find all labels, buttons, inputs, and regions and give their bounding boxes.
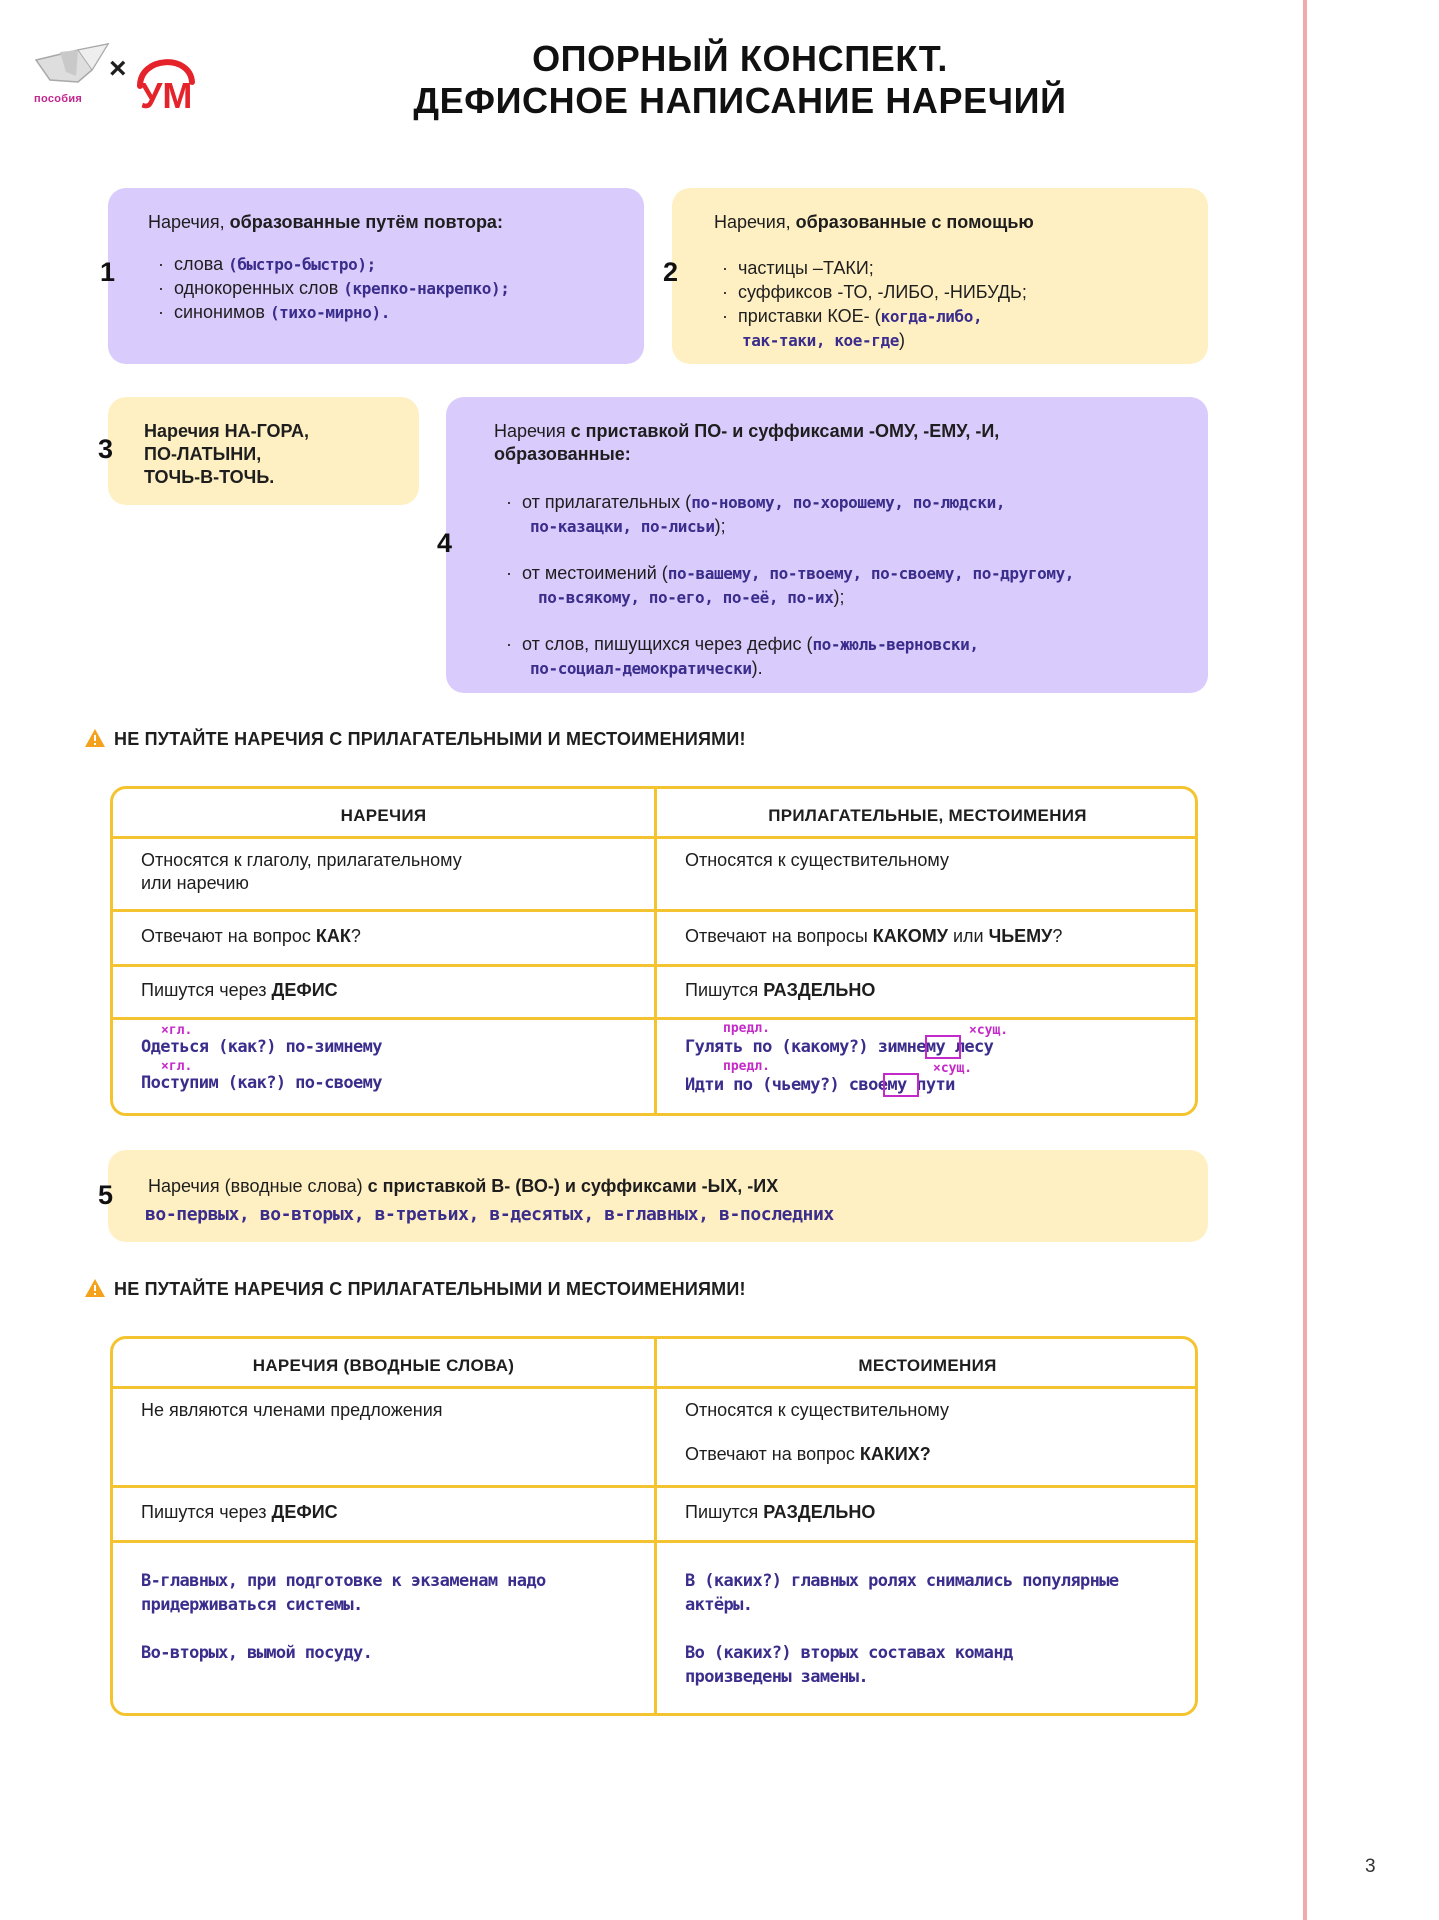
rule2-item-3-cont: так-таки, кое-где) [742, 330, 905, 350]
rule1-item-1: · слова (быстро-быстро); [158, 254, 376, 274]
rule1-item-2: · однокоренных слов (крепко-накрепко); [158, 278, 510, 298]
table2-r1-left: Не являются членами предложения [141, 1400, 443, 1420]
comparison-table-1 [110, 786, 1198, 1116]
warning-icon [84, 728, 106, 748]
table2-r2-right: Пишутся РАЗДЕЛЬНО [685, 1502, 876, 1522]
rule3-line-1: Наречия НА-ГОРА, [144, 421, 309, 441]
rule-number-1: 1 [100, 257, 116, 287]
rule-card-4 [446, 397, 1208, 693]
rule3-line-3: ТОЧЬ-В-ТОЧЬ. [144, 467, 275, 487]
rule4-group-1: · от прилагательных (по-новому, по-хорошему, по-людски, [506, 492, 1006, 512]
rule2-item-2: · суффиксов -ТО, -ЛИБО, -НИБУДЬ; [722, 282, 1027, 302]
table1-r3-right: Пишутся РАЗДЕЛЬНО [685, 980, 876, 1000]
table1-r1-left-2: или наречию [141, 873, 249, 893]
table1-example-right-1: Гулять по (какому?) зимнему лесу [685, 1037, 994, 1057]
table1-example-left-2: Поступим (как?) по-своему [141, 1073, 382, 1093]
table2-example-right-4: произведены замены. [685, 1667, 869, 1687]
table2-example-right-3: Во (каких?) вторых составах команд [685, 1643, 1013, 1663]
mark-verb-1: ×гл. [161, 1023, 193, 1038]
table1-example-left-1: Одеться (как?) по-зимнему [141, 1037, 382, 1057]
rule-card-5 [108, 1150, 1208, 1242]
warning-1: НЕ ПУТАЙТЕ НАРЕЧИЯ С ПРИЛАГАТЕЛЬНЫМИ И МЕСТОИМЕНИЯМИ! [84, 728, 746, 750]
page-title [330, 38, 1150, 122]
title-line-2: ДЕФИСНОЕ НАПИСАНИЕ НАРЕЧИЙ [413, 80, 1067, 121]
rule-number-3: 3 [98, 434, 114, 464]
table1-r1-left-1: Относятся к глаголу, прилагательному [141, 850, 462, 870]
rule2-item-1: · частицы –ТАКИ; [722, 258, 874, 278]
table2-example-left-2: придерживаться системы. [141, 1595, 363, 1615]
mark-prep-2: предл. [723, 1059, 770, 1074]
rule4-group-1-cont: по-казацки, по-лисьи); [530, 516, 726, 536]
rule-number-5: 5 [98, 1180, 114, 1210]
mark-noun-2: ×сущ. [933, 1061, 973, 1076]
rule2-lead: Наречия, образованные с помощью [714, 212, 1034, 232]
svg-text:УМ: УМ [140, 75, 193, 116]
mark-noun-1: ×сущ. [969, 1023, 1009, 1038]
warning-icon [84, 1278, 106, 1298]
table1-example-right-2: Идти по (чьему?) своему пути [685, 1075, 955, 1095]
rule-card-2 [672, 188, 1208, 364]
table1-r2-right: Отвечают на вопросы КАКОМУ или ЧЬЕМУ? [685, 926, 1063, 946]
table1-header-adjectives: ПРИЛАГАТЕЛЬНЫЕ, МЕСТОИМЕНИЯ [768, 806, 1087, 825]
table2-example-right-1: В (каких?) главных ролях снимались популярные [685, 1571, 1119, 1591]
logo-caption: пособия [34, 93, 83, 105]
rule4-group-3: · от слов, пишущихся через дефис (по-жюль-верновски, [506, 634, 979, 654]
rule3-line-2: ПО-ЛАТЫНИ, [144, 444, 262, 464]
rule4-lead: Наречия с приставкой ПО- и суффиксами -ОМУ, -ЕМУ, -И, [494, 421, 1000, 441]
table1-header-adverbs: НАРЕЧИЯ [340, 806, 427, 825]
title-line-1: ОПОРНЫЙ КОНСПЕКТ. [532, 38, 948, 79]
table1-r3-left: Пишутся через ДЕФИС [141, 980, 338, 1000]
ending-highlight-1 [925, 1035, 961, 1059]
rule5-examples: во-первых, во-вторых, в-третьих, в-десятых, в-главных, в-последних [145, 1204, 834, 1225]
table2-r2-left: Пишутся через ДЕФИС [141, 1502, 338, 1522]
table1-r1-right: Относятся к существительному [685, 850, 949, 870]
table2-example-right-2: актёры. [685, 1595, 753, 1615]
table1-r2-left: Отвечают на вопрос КАК? [141, 926, 361, 946]
table2-example-left-1: В-главных, при подготовке к экзаменам надо [141, 1571, 546, 1591]
rule4-group-3-cont: по-социал-демократически). [530, 658, 763, 678]
page-number: 3 [1365, 1856, 1376, 1877]
table2-r1-right-2: Отвечают на вопрос КАКИХ? [685, 1444, 931, 1464]
mark-verb-2: ×гл. [161, 1059, 193, 1074]
rule5-lead: Наречия (вводные слова) с приставкой В- (ВО-) и суффиксами -ЫХ, -ИХ [148, 1176, 779, 1196]
rule4-group-2: · от местоимений (по-вашему, по-твоему, по-своему, по-другому, [506, 563, 1075, 583]
rule-number-4: 4 [437, 528, 453, 558]
rule-number-2: 2 [663, 257, 679, 287]
page-margin-line [1303, 0, 1307, 1920]
rule1-lead: Наречия, образованные путём повтора: [148, 212, 503, 232]
mark-prep-1: предл. [723, 1021, 770, 1036]
table2-header-pronouns: МЕСТОИМЕНИЯ [858, 1356, 997, 1375]
table2-example-left-3: Во-вторых, вымой посуду. [141, 1643, 373, 1663]
rule2-item-3: · приставки КОЕ- (когда-либо, [722, 306, 983, 326]
rule-card-3 [108, 397, 419, 505]
ending-highlight-2 [883, 1073, 919, 1097]
logo-cross-icon: × [109, 52, 127, 85]
comparison-table-2 [110, 1336, 1198, 1716]
rule4-group-2-cont: по-всякому, по-его, по-её, по-их); [538, 587, 845, 607]
warning-2: НЕ ПУТАЙТЕ НАРЕЧИЯ С ПРИЛАГАТЕЛЬНЫМИ И МЕСТОИМЕНИЯМИ! [84, 1278, 746, 1300]
table2-r1-right-1: Относятся к существительному [685, 1400, 949, 1420]
rule-card-1 [108, 188, 644, 364]
table2-header-adverbs: НАРЕЧИЯ (ВВОДНЫЕ СЛОВА) [252, 1356, 515, 1375]
rule4-lead-2: образованные: [494, 444, 631, 464]
rule1-item-3: · синонимов (тихо-мирно). [158, 302, 390, 322]
